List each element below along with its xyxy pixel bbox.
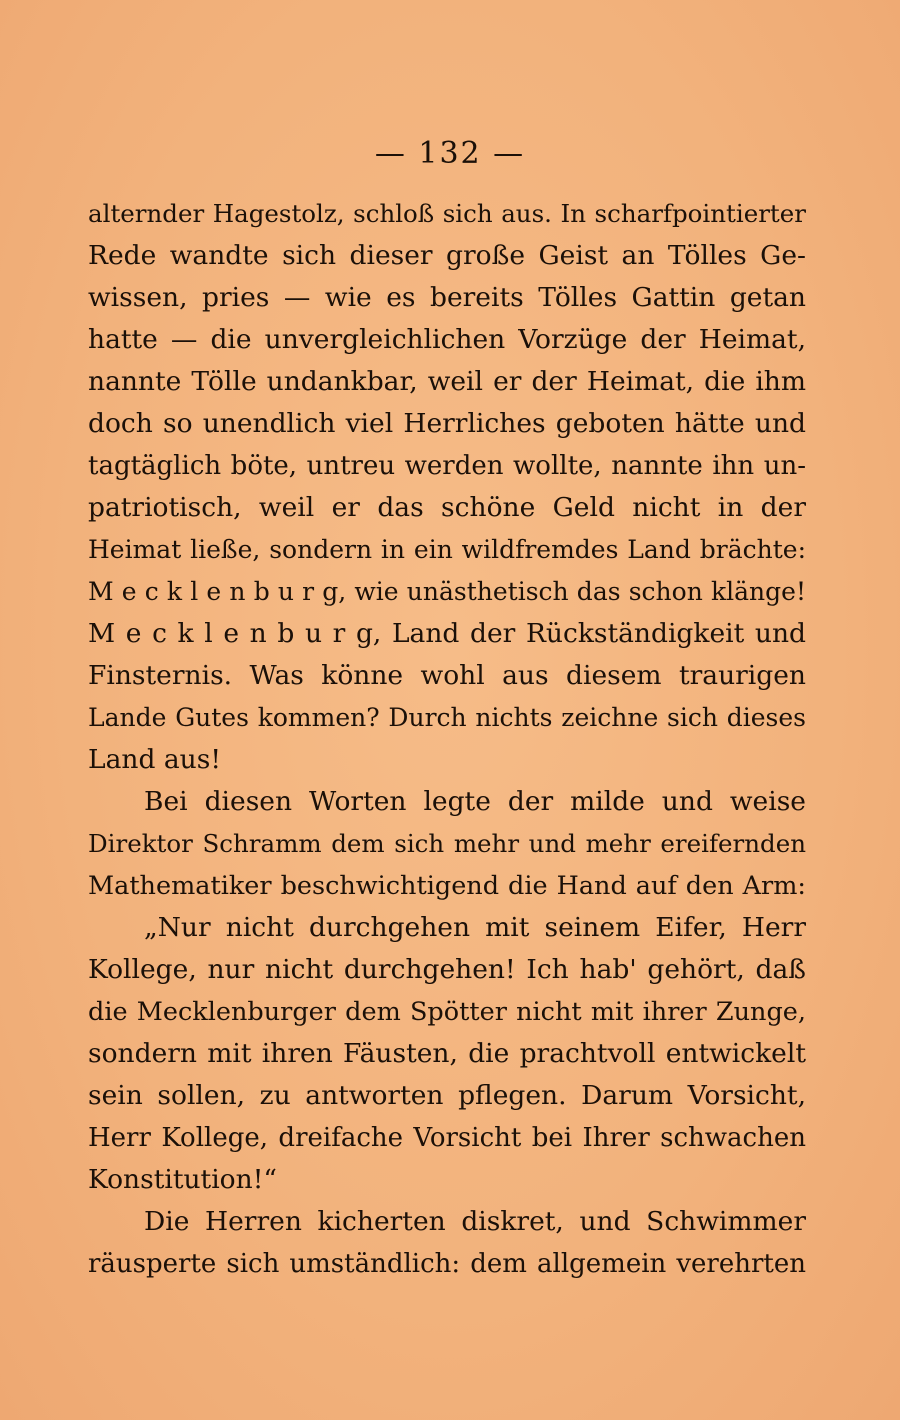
page-number: — 132 — [374,136,526,171]
text-line: Herr Kollege, dreifache Vorsicht bei Ihrer schwachen [88,1123,806,1153]
text-line: wissen, pries — wie es bereits Tölles Gattin getan [88,282,806,313]
text-line: tagtäglich böte, untreu werden wollte, nannte ihn un- [88,451,806,481]
text-line: Bei diesen Worten legte der milde und weise [144,786,806,817]
text-line: Die Herren kicherten diskret, und Schwimmer [144,1206,806,1237]
text-line: Lande Gutes kommen? Durch nichts zeichne sich dieses [88,703,806,732]
text-line: Kollege, nur nicht durchgehen! Ich hab' gehört, daß [88,954,806,985]
text-line: Mathematiker beschwichtigend die Hand auf den Arm: [88,871,806,901]
text-line: räusperte sich umständlich: dem allgemein verehrten [88,1249,806,1279]
text-line: „Nur nicht durchgehen mit seinem Eifer, Herr [144,912,806,943]
text-line: die Mecklenburger dem Spötter nicht mit ihrer Zunge, [88,997,806,1027]
text-line: Direktor Schramm dem sich mehr und mehr ereifernden [88,829,806,858]
text-line: patriotisch, weil er das schöne Geld nicht in der [88,492,806,523]
text-line: Rede wandte sich dieser große Geist an Tölles Ge- [88,240,806,271]
text-line: hatte — die unvergleichlichen Vorzüge der Heimat, [88,324,806,355]
text-line: sein sollen, zu antworten pflegen. Darum Vorsicht, [88,1080,806,1111]
text-line: alternder Hagestolz, schloß sich aus. In scharfpointierter [88,199,806,228]
text-line: nannte Tölle undankbar, weil er der Heimat, die ihm [88,366,806,397]
text-line: Konstitution!“ [88,1164,277,1195]
text-line: M e c k l e n b u r g, Land der Rückständigkeit und [88,618,806,649]
text-line: M e c k l e n b u r g, wie unästhetisch das schon klänge! [88,577,806,606]
text-line: Heimat ließe, sondern in ein wildfremdes Land brächte: [88,535,806,564]
text-line: sondern mit ihren Fäusten, die prachtvoll entwickelt [88,1038,806,1069]
text-line: doch so unendlich viel Herrliches geboten hätte und [88,408,806,439]
text-line: Finsternis. Was könne wohl aus diesem traurigen [88,660,806,691]
body-text [88,193,806,1285]
text-line: Land aus! [88,744,221,775]
